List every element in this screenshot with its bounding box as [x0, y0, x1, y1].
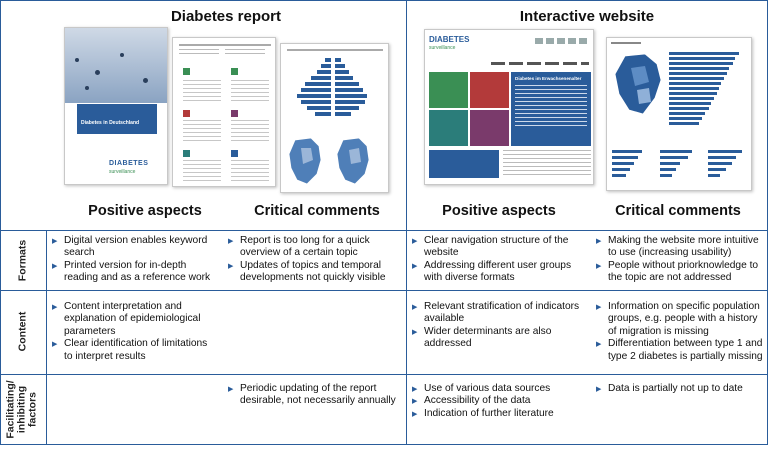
website-tile-1[interactable]: [429, 72, 468, 108]
formats-web-critical: [596, 235, 766, 285]
website-section-title: Interactive website: [519, 8, 655, 25]
formats-web-positive: [412, 235, 588, 285]
divider-formats-content: [0, 290, 768, 291]
list-item: ▶ Clear navigation structure of the website: [412, 235, 588, 260]
list-item: ▶ Digital version enables keyword search: [52, 235, 217, 260]
content-web-critical: [596, 301, 766, 363]
report-cover-logo: DIABETES surveillance: [109, 160, 149, 175]
report-positive-head: Positive aspects: [88, 203, 202, 219]
web-positive-head: Positive aspects: [442, 203, 556, 219]
report-section-title: Diabetes report: [170, 8, 282, 25]
pyramid-chart-icon: [281, 56, 389, 134]
list-item: ▶ Use of various data sources: [412, 383, 588, 395]
formats-report-critical: [228, 235, 403, 285]
list-item: ▶ Differentiation between type 1 and type 2 diabetes is partially missing: [596, 338, 766, 363]
list-item: ▶ Relevant stratification of indicators available: [412, 301, 588, 326]
list-item: ▶ Data is partially not up to date: [596, 383, 766, 395]
divider-formats-top: [0, 230, 768, 231]
germany-map-icon: [611, 52, 671, 122]
website-chart-thumbnail: [606, 37, 752, 191]
list-item: ▶ Periodic updating of the report desirable, not necessarily annually: [228, 383, 403, 408]
website-tile-4[interactable]: [470, 110, 509, 146]
website-home-thumbnail: [424, 29, 594, 185]
list-item: ▶ Content interpretation and explanation of epidemiological parameters: [52, 301, 217, 338]
list-item: ▶ Making the website more intuitive to use (increasing usability): [596, 235, 766, 260]
factors-web-critical: [596, 383, 766, 395]
germany-maps-icon: [281, 134, 389, 190]
row-label-factors: Facilitating/ inhibiting factors: [4, 380, 39, 439]
list-item: ▶ Indication of further literature: [412, 408, 588, 420]
list-item: ▶ Clear identification of limitations to interpret results: [52, 338, 217, 363]
list-item: ▶ Printed version for in-depth reading and as a reference work: [52, 260, 217, 285]
list-item: ▶ Addressing different user groups with diverse formats: [412, 260, 588, 285]
website-tile-2[interactable]: [470, 72, 509, 108]
formats-report-positive: [52, 235, 217, 285]
report-cover-title: Diabetes in Deutschland: [81, 120, 140, 126]
report-page-thumbnail: [172, 37, 276, 187]
list-item: ▶ Accessibility of the data: [412, 395, 588, 407]
website-banner: Diabetes im Erwachsenenalter: [515, 76, 582, 81]
divider-content-factors: [0, 374, 768, 375]
list-item: ▶ Report is too long for a quick overview of a certain topic: [228, 235, 403, 260]
row-label-content: Content: [16, 311, 29, 352]
website-logo: DIABETES surveillance: [429, 35, 470, 51]
horizontal-bar-chart-icon: [669, 50, 749, 132]
factors-report-critical: [228, 383, 403, 408]
list-item: ▶ Information on specific population groups, e.g. people with a history of migration is missing: [596, 301, 766, 338]
factors-web-positive: [412, 383, 588, 420]
small-bar-charts-icon: [610, 144, 750, 188]
website-tile-3[interactable]: [429, 110, 468, 146]
content-report-positive: [52, 301, 217, 363]
list-item: ▶ Wider determinants are also addressed: [412, 326, 588, 351]
report-critical-head: Critical comments: [254, 203, 380, 219]
list-item: ▶ People without priorknowledge to the topic are not addressed: [596, 260, 766, 285]
list-item: ▶ Updates of topics and temporal developments not quickly visible: [228, 260, 403, 285]
content-web-positive: [412, 301, 588, 351]
report-chart-thumbnail: [280, 43, 389, 193]
report-cover-thumbnail: [64, 27, 168, 185]
row-label-formats: Formats: [16, 239, 29, 282]
divider-row-labels: [46, 230, 47, 445]
web-critical-head: Critical comments: [615, 203, 741, 219]
divider-report-website: [406, 0, 407, 445]
